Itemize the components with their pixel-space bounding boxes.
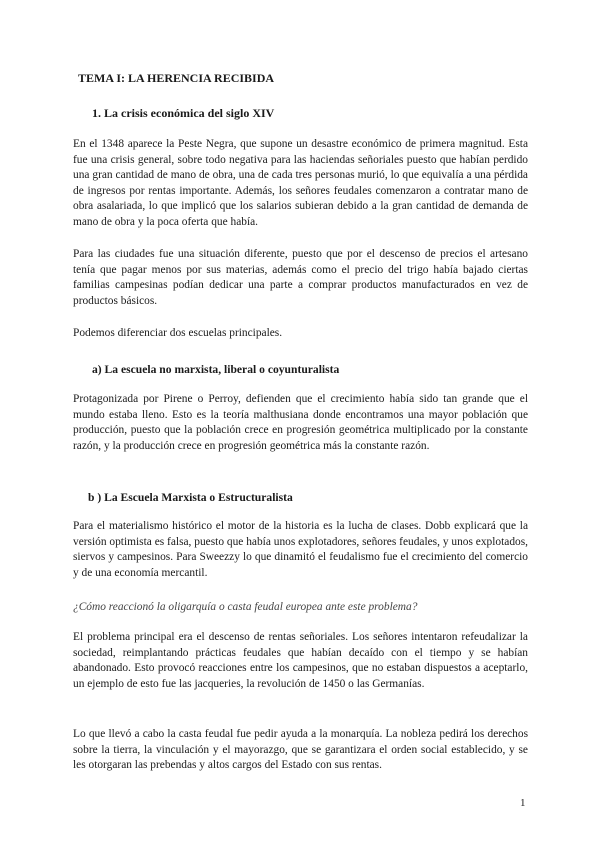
- subsection-heading-no-marxista: a) La escuela no marxista, liberal o coyunturalista: [92, 363, 340, 376]
- paragraph-no-marxista: Protagonizada por Pirene o Perroy, defienden que el crecimiento había sido tan grande que el mundo estaba lleno. Esto es la teoría malthusiana donde encontramos una mayor población que producción, puesto que la población crece en progresión geométrica multiplicado por la constante razón, y la producción crece en progresión geométrica más la constante razón.: [73, 393, 528, 452]
- document-title: TEMA I: LA HERENCIA RECIBIDA: [78, 71, 275, 85]
- page-number: 1: [520, 797, 526, 809]
- paragraph-marxista: Para el materialismo histórico el motor de la historia es la lucha de clases. Dobb explicará que la versión optimista es falsa, puesto que había unos explotadores, señores feudales, y unos explotados, siervos y campesinos. Para Sweezzy lo que dinamitó el feudalismo fue el crecimiento del comercio y de una economía mercantil.: [73, 520, 528, 579]
- paragraph-peste-negra: En el 1348 aparece la Peste Negra, que supone un desastre económico de primera magnitud. Esta fue una crisis general, sobre todo negativa para las haciendas señoriales puesto que habían perdido una gran cantidad de mano de obra, una de cada tres personas murió, lo que equivalía a una pérdida de ingresos por rentas importante. Además, los señores feudales comenzaron a contratar mano de obra asalariada, lo que implicó que los salarios subieran debido a la gran cantidad de demanda de mano de obra y la poca oferta que había.: [73, 138, 528, 228]
- question-heading: ¿Cómo reaccionó la oligarquía o casta feudal europea ante este problema?: [73, 601, 418, 613]
- paragraph-ciudades: Para las ciudades fue una situación diferente, puesto que por el descenso de precios el artesano tenía que pagar menos por sus materias, además como el precio del trigo había bajado ciertas familias campesinas podían dedicar una parte a comprar productos manufacturados en vez de productos básicos.: [73, 248, 528, 307]
- subsection-heading-marxista: b ) La Escuela Marxista o Estructuralista: [88, 491, 293, 504]
- paragraph-casta-feudal: Lo que llevó a cabo la casta feudal fue pedir ayuda a la monarquía. La nobleza pedirá los derechos sobre la tierra, la vinculación y el mayorazgo, que se garantizara el orden social establecido, y se les otorgaran las prebendas y altos cargos del Estado con sus rentas.: [73, 728, 528, 772]
- paragraph-problema-principal: El problema principal era el descenso de rentas señoriales. Los señores intentaron refeudalizar la sociedad, reimplantando prácticas feudales que habían decaído con el tiempo y se habían abandonado. Esto provocó reacciones entre los campesinos, que no estaban dispuestos a aceptarlo, un ejemplo de esto fue las jacqueries, la revolución de 1450 o las Germanías.: [73, 631, 528, 690]
- paragraph-dos-escuelas: Podemos diferenciar dos escuelas principales.: [73, 327, 283, 339]
- section-heading-crisis: 1. La crisis económica del siglo XIV: [92, 106, 275, 120]
